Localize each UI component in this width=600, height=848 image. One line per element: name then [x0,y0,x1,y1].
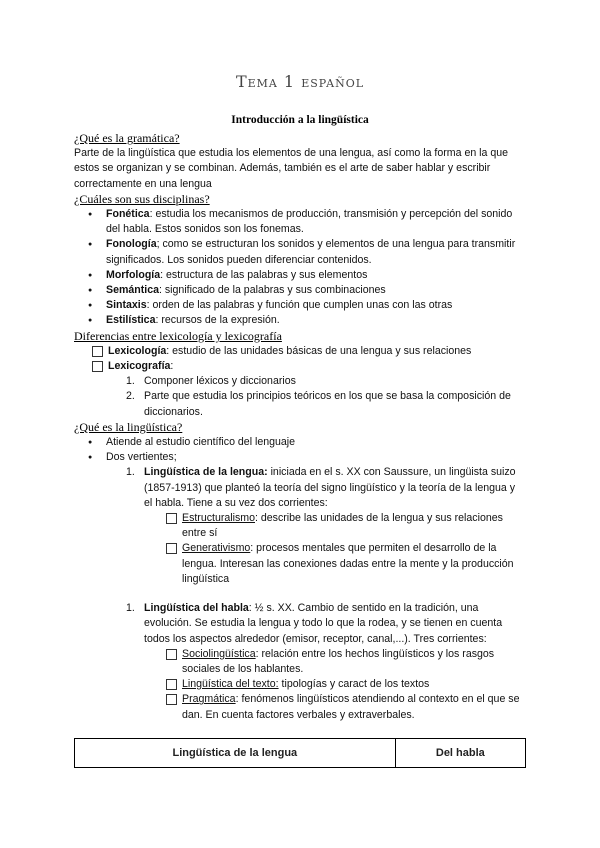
checklist-item: Generativismo: procesos mentales que permiten el desarrollo de la lengua. Interesan las conexiones dadas entre la mente y la producción lingüística [74,541,526,587]
heading-gramatica: ¿Qué es la gramática? [74,131,180,145]
list-item: ● Fonología; como se estructuran los sonidos y elementos de una lengua para transmitir significados. Los sonidos pueden diferenciar contenidos. [74,237,526,267]
document-body [74,131,526,723]
checkbox[interactable] [166,543,177,554]
heading-lexicologia: Diferencias entre lexicología y lexicografía [74,328,282,343]
list-item: 1. Componer léxicos y diccionarios [126,375,296,388]
list-item: ● Morfología: estructura de las palabras y sus elementos [74,268,526,283]
comparison-table [74,738,526,768]
lexicologia-checklist [74,344,526,374]
list-item: ● Semántica: significado de la palabras y sus combinaciones [74,283,526,298]
list-item: ● Fonética: estudia los mecanismos de producción, transmisión y percepción del sonido del habla. Estos sonidos son los fonemas. [74,207,526,237]
linguistica-list [74,435,526,465]
list-item: ● Atiende al estudio científico del lenguaje [74,435,526,450]
spacer [74,587,526,601]
table-header-lengua: Lingüística de la lengua [75,739,396,768]
checklist-item: Sociolingüística: relación entre los hechos lingüísticos y los rasgos sociales de los hablantes. [74,647,526,677]
checklist-item: Estructuralismo: describe las unidades de la lengua y sus relaciones entre sí [74,511,526,541]
table-header-row [75,739,526,768]
document-title: Tema 1 español [235,72,365,91]
vertiente-lengua [74,465,526,511]
checkbox[interactable] [92,361,103,372]
checklist-item: Lingüística del texto: tipologías y caract de los textos [74,677,526,692]
heading-linguistica: ¿Qué es la lingüística? [74,419,183,434]
checkbox[interactable] [166,679,177,690]
paragraph-gramatica: Parte de la lingüística que estudia los elementos de una lengua, así como la forma en la que estos se organizan y se combinan. Además, también es el arte de saber hablar y escribir correctamente en una lengua [74,147,509,190]
checkbox[interactable] [166,694,177,705]
corrientes-habla [74,647,526,723]
list-item: ● Sintaxis: orden de las palabras y función que cumplen unas con las otras [74,298,526,313]
lexicografia-list [74,374,526,420]
checklist-item: Pragmática: fenómenos lingüísticos atendiendo al contexto en el que se dan. En cuenta factores verbales y extraverbales. [74,692,526,722]
table-header-habla: Del habla [395,739,525,768]
heading-disciplinas: ¿Cuáles son sus disciplinas? [74,191,210,206]
checkbox[interactable] [166,513,177,524]
list-item: 2. Parte que estudia los principios teóricos en los que se basa la composición de diccionarios. [126,390,511,418]
list-item: ● Dos vertientes; [74,450,526,465]
checkbox[interactable] [92,346,103,357]
document-subtitle: Introducción a la lingüística [231,114,369,126]
checklist-item: Lexicología: estudio de las unidades básicas de una lengua y sus relaciones [74,344,526,359]
checklist-item: Lexicografía: [74,359,526,374]
vertiente-habla [74,601,526,647]
corrientes-lengua [74,511,526,587]
checkbox[interactable] [166,649,177,660]
list-item: ● Estilística: recursos de la expresión. [74,313,526,328]
list-item: 1. Lingüística de la lengua: iniciada en el s. XX con Saussure, un lingüista suizo (1857-1913) que planteó la teoría del signo lingüístico y la teoría de la lengua y el habla. Tiene a su vez dos corrientes: [126,466,516,509]
disciplinas-list [74,207,526,329]
list-item: 1. Lingüística del habla: ½ s. XX. Cambio de sentido en la tradición, una evolución. Se estudia la lengua y todo lo que la rodea, y se tienen en cuenta todos los aspectos alrededor (emisor, receptor, canal,...). Tres corrientes: [126,602,503,645]
